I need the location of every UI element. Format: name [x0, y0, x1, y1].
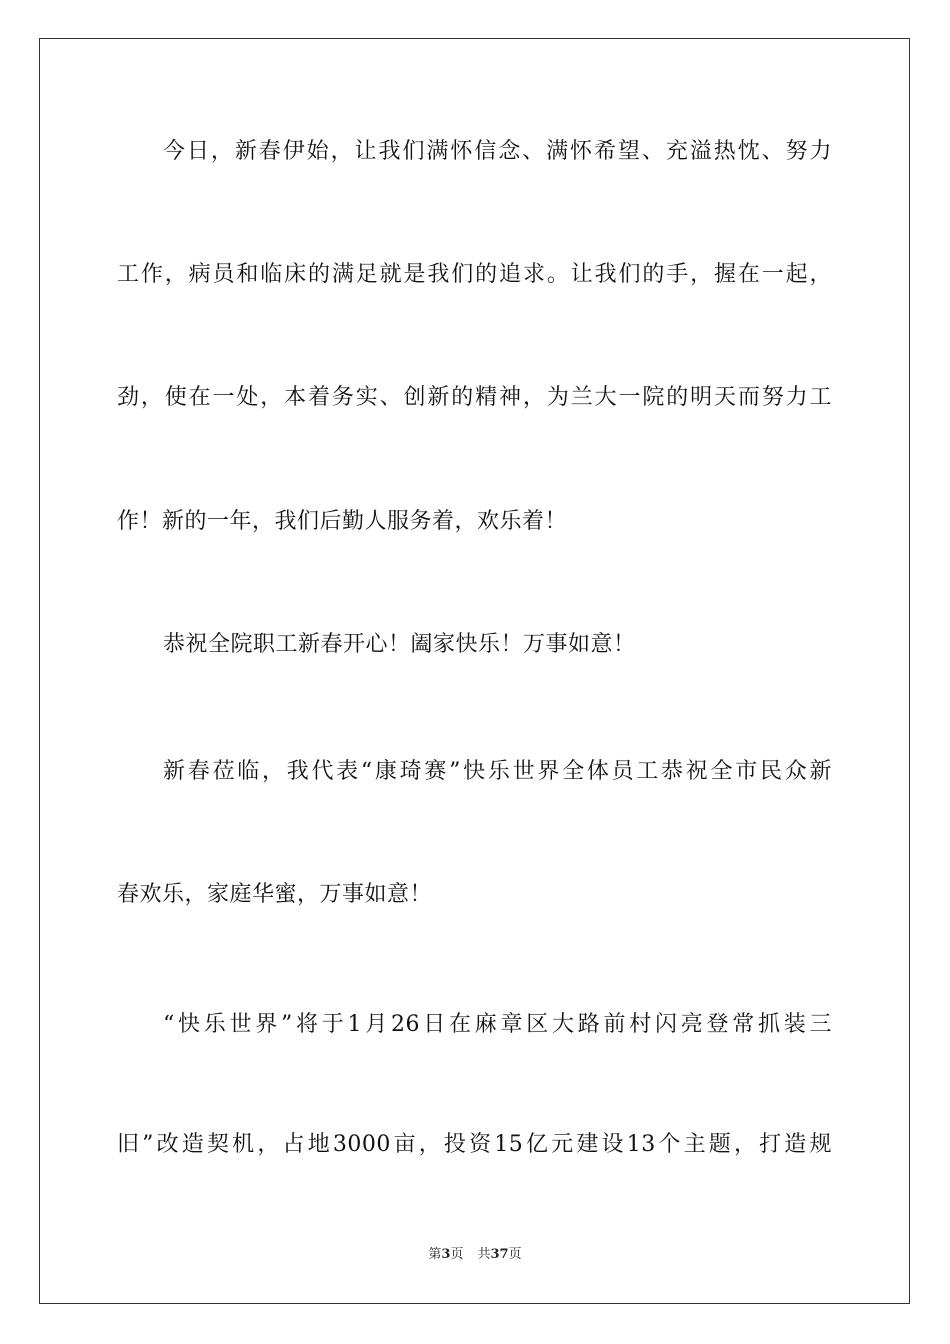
page-total: 37	[490, 1247, 509, 1262]
page-prefix: 第	[428, 1247, 442, 1262]
paragraph-line: 今日，新春伊始，让我们满怀信念、满怀希望、充溢热忱、努力	[163, 139, 832, 164]
page-footer	[0, 1246, 950, 1264]
paragraph-line: “快乐世界”将于1月26日在麻章区大路前村闪亮登常抓装三	[163, 1012, 832, 1037]
paragraph-line: 新春莅临，我代表“康琦赛”快乐世界全体员工恭祝全市民众新	[163, 759, 832, 784]
paragraph-line: 作！新的一年，我们后勤人服务着，欢乐着！	[117, 509, 568, 534]
total-suffix: 页	[508, 1247, 522, 1262]
paragraph-line: 恭祝全院职工新春开心！阖家快乐！万事如意！	[163, 632, 636, 657]
paragraph-line: 春欢乐，家庭华蜜，万事如意！	[117, 882, 433, 907]
page-suffix: 页	[450, 1247, 464, 1262]
paragraph-line: 劲，使在一处，本着务实、创新的精神，为兰大一院的明天而努力工	[117, 385, 832, 410]
page-frame	[39, 38, 910, 1304]
paragraph-line: 工作，病员和临床的满足就是我们的追求。让我们的手，握在一起，	[117, 262, 832, 287]
total-prefix: 共	[477, 1247, 491, 1262]
page-current: 3	[441, 1247, 451, 1262]
paragraph-line: 旧”改造契机，占地3000亩，投资15亿元建设13个主题，打造规	[117, 1132, 832, 1157]
